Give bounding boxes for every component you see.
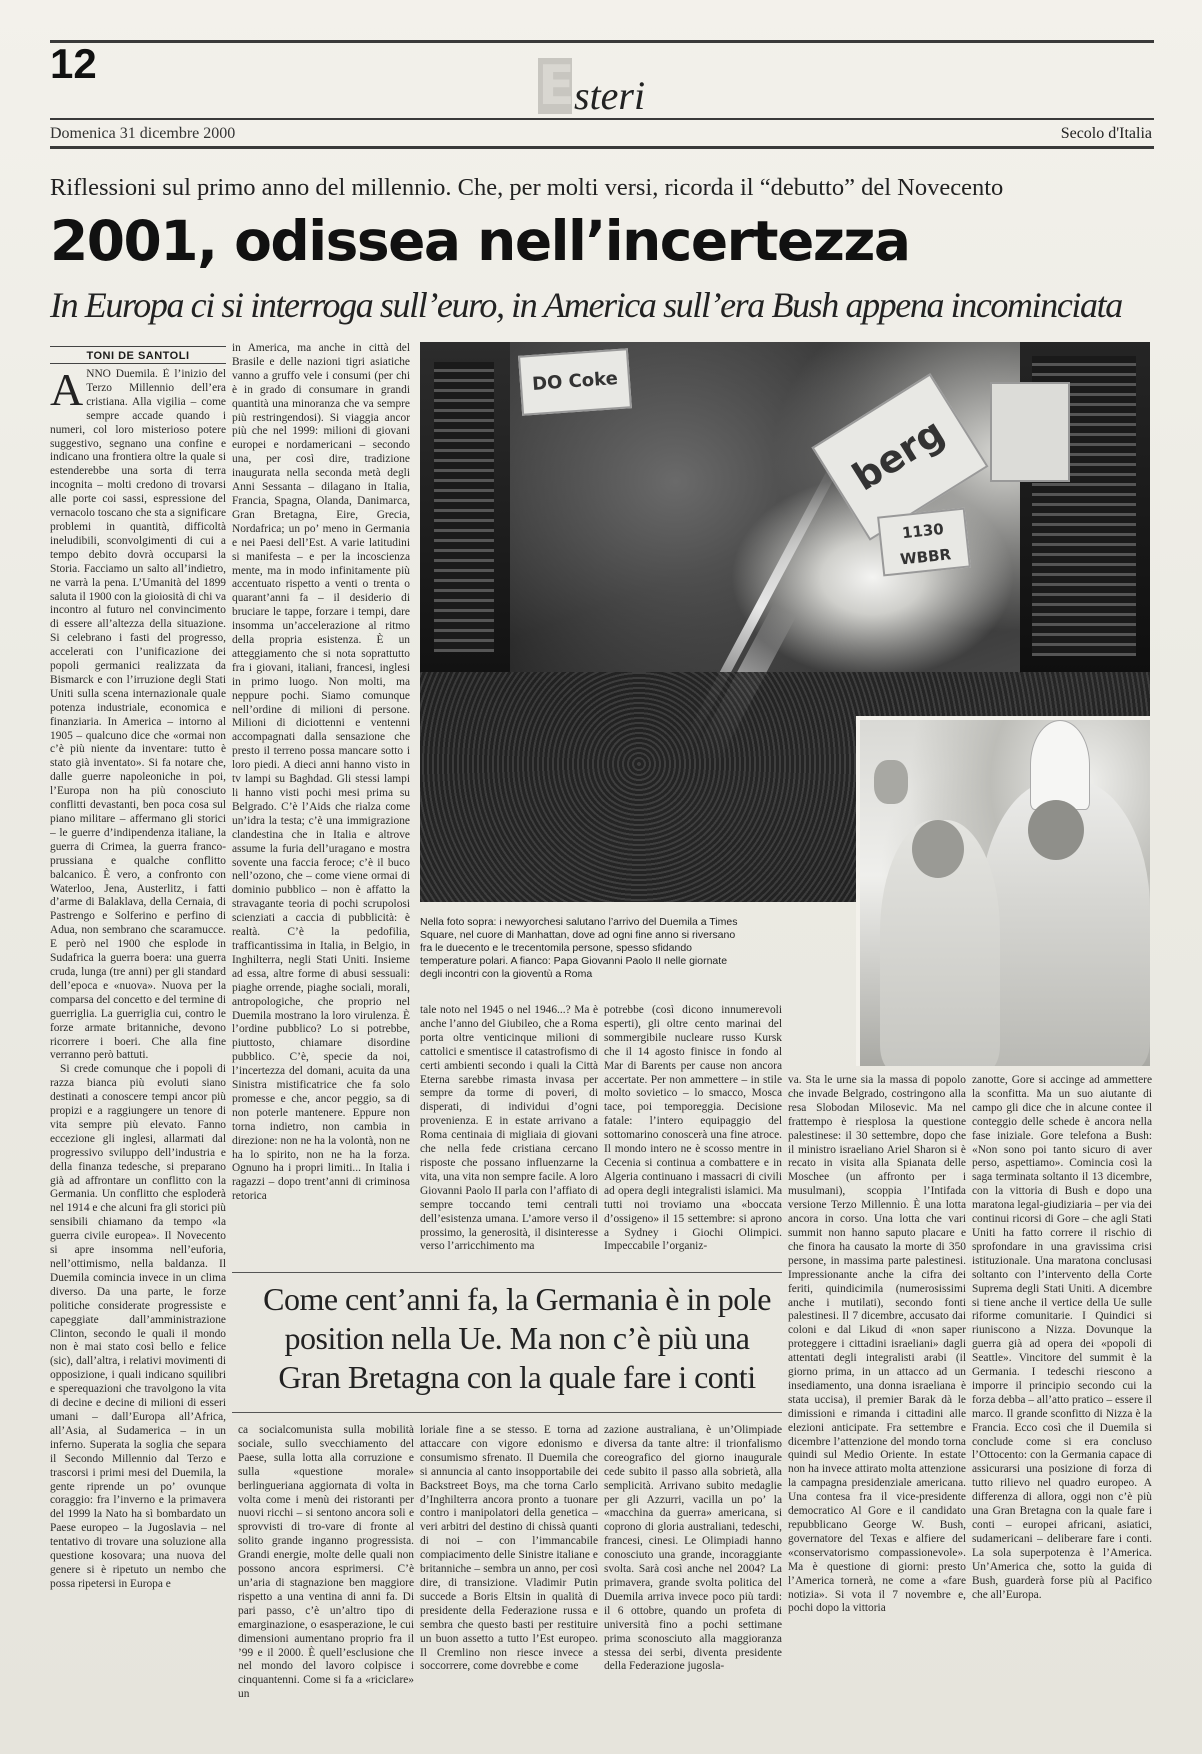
header-rule-bottom (50, 146, 1154, 149)
pull-quote-rule-bottom (232, 1412, 782, 1413)
column-4-text: potrebbe (così dicono innumerevoli esperti), gli oltre cento marinai del sommergibile nucleare russo Kursk che il 14 agosto finisce in fondo al Mar di Barents per cause non ancora accertate. Per non ammettere – in stile molto sovietico – lo smacco, Mosca tace, poi temporeggia. Decisione fatale: l’intero equipaggio del sottomarino conoscerà una fine atroce. Il mondo intero ne è scosso mentre in Cecenia si continua a combattere e in Algeria continuano i massacri di civili ad opera degli integralisti islamici. Ma tutti noi troviamo una «boccata d’ossigeno» il 15 settembre: si aprono a Sydney i Giochi Olimpici. Impeccabile l’organiz- (604, 1004, 782, 1253)
article-column-3 (420, 1004, 598, 1260)
column-4-bottom-text: zazione australiana, è un’Olimpiade diversa da tante altre: il trionfalismo coreografico del giorno inaugurale cede subito il passo alla sobrietà, alla semplicità. Arrivano subito medaglie per gli Azzurri, vacilla un po’ la «macchina da guerra» americana, si coprono di gloria australiani, tedeschi, francesi, cinesi. Le Olimpiadi hanno conosciuto una grande, incoraggiante svolta. Sarà così anche nel 2004? La primavera, grande svolta politica del Duemila arriva invece poco più tardi: il 6 ottobre, quando un profeta di università fino a pochi settimane prima sconosciuto alla maggioranza stessa dei serbi, diventa presidente della Federazione jugosla- (604, 1424, 782, 1673)
page-number: 12 (50, 40, 97, 87)
pope-photo (856, 716, 1150, 1066)
waving-hand (874, 760, 908, 804)
pull-quote-line-3: Gran Bretagna con la quale fare i conti (278, 1359, 756, 1395)
article-headline: 2001, odissea nell’incertezza (50, 209, 910, 273)
issue-date: Domenica 31 dicembre 2000 (50, 125, 236, 142)
article-column-4 (604, 1004, 782, 1260)
article-column-2-bottom (238, 1424, 414, 1748)
section-initial-block (538, 54, 575, 117)
article-byline: TONI DE SANTOLI (50, 346, 226, 364)
billboard-top: DO Coke (518, 348, 632, 416)
column-1-text-top: NNO Duemila. È l’inizio del Terzo Millennio dell’era cristiana. Alla vigilia – come sempre accade quando i numeri, col loro misterioso potere suggestivo, segnano una confine e indicano una frontiera oltre la quale si estenderebbe una sorta di terra incognita – molti credono di trovarsi alle porte coi sassi, espressione del vernacolo toscano che sta a significare problemi in quantità, difficoltà ineludibili, sconvolgimenti di cui a tempo debito dovrà occuparsi la Storia. Facciamo un salto all’indietro, ne varrà la pena. L’Umanità del 1899 saluta il 1900 con la gioiosità di chi va incontro al futuro nel convincimento di essere all’altezza della situazione. Si celebrano i fasti del progresso, accelerati con l’unificazione dei popoli germanici realizzata da Bismarck e con l’irruzione degli Stati Uniti sulla scena internazionale quale potenza industriale, economica e finanziaria. In America – intorno al 1905 – qualcuno dice che «ormai non c’è più niente da inventare: tutto è stato già inventato». Si fa notare che, dalle guerre napoleoniche in poi, l’Europa non ha più conosciuto conflitti devastanti, ben poca cosa sul piano militare – affermano gli storici – le guerre d’indipendenza italiane, la guerra di Crimea, la guerra franco-prussiana e qualche conflitto balcanico. È vero, a confronto con Waterloo, Jena, Austerlitz, i fatti d’arme di Balaklava, della Cernaia, di Pastrengo e Solferino e perfino di Adua, non sembrano che scaramucce. E però nel 1900 che esplode in Sudafrica la guerra boera: una guerra cruda, lunga (tre anni) per gli standard dell’epoca e «nuova». Nuova per la comparsa del concetto e del termine di guerriglia. La guerriglia cui, contro le forze armate britanniche, devono ricorrere i boeri. Che alla fine verranno però battuti. (50, 368, 226, 1062)
drop-cap: A (50, 368, 84, 415)
cardinal-face (912, 820, 964, 878)
column-2-text: in America, ma anche in città del Brasile e delle nazioni tigri asiatiche vanno a gruffo vele i consumi (per chi è in grado di consumare in grandi quantità una minoranza che va sempre più restringendosi). Si viaggia ancor più che nel 1999: milioni di giovani europei e nordamericani – secondo una, per così dire, tradizione inaugurata nella seconda metà degli Anni Sessanta – dilagano in Italia, Francia, Spagna, Olanda, Danimarca, Gran Bretagna, Eire, Grecia, Nordafrica; un po’ meno in Germania e nei Paesi dell’Est. A varie latitudini si manifesta – e per la incoscienza mente, ma in modo infinitamente più accentuato rispetto a venti o trenta o quarant’anni fa – il desiderio di bruciare le tappe, forzare i tempi, dare insomma un’accelerazione al ritmo della propria esistenza. È un atteggiamento che si nota soprattutto fra i giovani, italiani, francesi, inglesi in primo luogo. Non molti, ma neppure pochi. Siamo comunque nell’ordine di milioni di persone. Milioni di diciottenni e ventenni accompagnati dalla sensazione che presto il terreno possa mancare sotto i loro piedi. A dieci anni hanno visto in tv lampi su Baghdad. Gli stessi lampi li hanno visti pochi mesi prima su Belgrado. C’è l’Aids che rialza come un’idra la testa; c’è una immigrazione clandestina che in Italia e altrove assume la furia dell’uragano e mostra sovente una faccia feroce; c’è il buco nell’ozono, che – come viene ormai di dominio pubblico – non è affatto la stravagante teoria di pochi scrupolosi scienziati a caccia di pubblicità: è realtà. C’è la pedofilia, trafficantissima in Italia, in Belgio, in Inghilterra, negli Stati Uniti. Insieme ad essa, altre forme di abusi sessuali: piaghe orrende, piaghe sociali, morali, antropologiche, che proprio nel Duemila mostrano la loro virulenza. È l’ordine pubblico? Lo si potrebbe, piuttosto, chiamare disordine pubblico. C’è, specie da noi, l’incertezza del domani, acuita da una Sinistra mistificatrice che fa solo promesse e che, ancor peggio, sa di non poterle mantenere. Eppure non torna indietro, non cambia in direzione: non ne ha la volontà, non ne ha lo spirito, non ne ha la forza. Ognuno ha i propri limiti... In Italia i ragazzi – dopo trent’anni di criminosa retorica (232, 342, 410, 1203)
column-1-paragraph-top (50, 368, 226, 1063)
column-1-paragraph-bottom: Si crede comunque che i popoli di razza bianca più evoluti siano destinati a conoscere tempi ancor più propizi e a raggiungere un tenore di vita sempre più elevato. Fanno eccezione gli inglesi, allarmati dal progressivo sviluppo dell’industria e della finanza tedesche, si preparano già ad affrontare un conflitto con la Germania. Un conflitto che esploderà nel 1914 e che alcuni fra gli storici più sensibili chiamano da tempo «la guerra civile europea». Il Novecento si apre insomma nell’euforia, nell’ottimismo, nella baldanza. Il Duemila comincia invece in un clima diverso. Da una parte, le forze politiche considerate progressiste e capeggiate dall’amministrazione Clinton, secondo le quali il mondo non è mai stato così bello e felice (sic), dall’altra, i relativi movimenti di opposizione, i quali indicano squilibri e sperequazioni che travolgono la vita di decine e decine di milioni di esseri umani – dall’Europa all’Africa, all’Asia, al Sudamerica – in un inferno. Superata la soglia che separa il Secondo Millennio dal Terzo e trascorsi i primi mesi del Duemila, la gente riprende un po’ ovunque coraggio: fra l’inverno e la primavera del 1999 la Nato ha sì bombardato un Paese europeo – la Jugoslavia – nel tentativo di trovare una soluzione alla questione kosovara; una nuova del genere si è ripetuto un nembo che possa ripetersi in Europa e (50, 1063, 226, 1590)
pull-quote-rule-top (232, 1272, 782, 1273)
article-column-6 (972, 1074, 1152, 1748)
section-initial: E (538, 54, 575, 117)
masthead: Secolo d'Italia (1060, 125, 1152, 142)
pope-face (1028, 800, 1084, 860)
pull-quote-line-2: position nella Ue. Ma non c’è più una (284, 1320, 750, 1356)
article-column-5 (788, 1074, 966, 1748)
billboard-wbbr: 1130 WBBR (877, 508, 971, 577)
article-kicker: Riflessioni sul primo anno del millennio. Che, per molti versi, ricorda il “debutto” del Novecento (50, 174, 1004, 201)
pull-quote (232, 1280, 802, 1404)
header-rule-mid (50, 118, 1154, 120)
article-column-1 (50, 368, 226, 1748)
column-3-bottom-text: loriale fine a se stesso. E torna ad attaccare con vigore edonismo e consumismo sfrenato. Il Duemila che si annuncia al canto insopportabile dei Backstreet Boys, ma che torna Carlo d’Inghilterra ancora pronto a tuonare contro i manipolatori della genetica – veri arbitri del destino di chissà quanti di noi – con l’immancabile compiacimento delle Sinistre italiane e britanniche – sembra un anno, per così dire, di transizione. Vladimir Putin succede a Boris Eltsin in qualità di presidente della Federazione russa e sembra che questo basti per restituire un buon assetto a tutto l’Est europeo. Il Cremlino non riesce invece a soccorrere, come dovrebbe e come (420, 1424, 598, 1673)
mitre (1030, 720, 1090, 810)
article-column-4-bottom (604, 1424, 782, 1748)
pull-quote-line-1: Come cent’anni fa, la Germania è in pole (263, 1281, 771, 1317)
article-column-3-bottom (420, 1424, 598, 1748)
billboard-right (990, 382, 1070, 482)
billboard-bloomberg: berg (811, 373, 988, 540)
section-name: steri (574, 73, 646, 118)
article-subhead: In Europa ci si interroga sull’euro, in America sull’era Bush appena incominciata (50, 285, 1122, 325)
column-2-bottom-text: ca socialcomunista sulla mobilità sociale, sullo svecchiamento del Paese, sulla lotta alla corruzione e sulla «questione morale» berlingueriana aggiornata di volta in volta come i menù dei ristoranti per nuovi ricchi – si sentono ancora soli e sprovvisti di tro-vare di fronte al solito grande inganno progressista. Grandi energie, molte delle quali non possono ancora esprimersi. C’è un’aria di stagnazione ben maggiore rispetto a una ventina di anni fa. Di pari passo, c’è un’altro tipo di emarginazione, o esasperazione, le cui dimensioni aumentano proprio fra il ’99 e il 2000. È quell’esclusione che nel mondo del lavoro colpisce i cinquantenni. Come si fa a «riciclare» un (238, 1424, 414, 1701)
column-3-text: tale noto nel 1945 o nel 1946...? Ma è anche l’anno del Giubileo, che a Roma porta oltre venticinque milioni di cattolici e smentisce il catastrofismo di certi ambienti secondo i quali la Città Eterna sarebbe rimasta invasa per sempre da torme di poveri, di disperati, di individui d’ogni provenienza. E in estate arrivano a Roma centinaia di migliaia di giovani che nella fede cristiana cercano risposte che possano influenzarne la vita, una vita non sempre facile. A loro Giovanni Paolo II parla con l’affiato di sempre toccando temi centrali dell’esistenza umana. L’amore verso il prossimo, la generosità, il disinteresse verso l’arricchimento ma (420, 1004, 598, 1253)
article-column-2 (232, 342, 410, 1262)
photo-caption: Nella foto sopra: i newyorchesi salutano l’arrivo del Duemila a Times Square, nel cuore di Manhattan, dove ad ogni fine anno si riversano fra le duecento e le trecentomila persone, spesso sfidando temperature polari. A fianco: Papa Giovanni Paolo II nelle giornate degli incontri con la gioventù a Roma (420, 916, 738, 980)
left-building-windows (434, 362, 494, 652)
header-rule-top (50, 40, 1154, 43)
column-5-text: va. Sta le urne sia la massa di popolo che invade Belgrado, costringono alla resa Slobodan Milosevic. Ma nel frattempo è riesplosa la questione palestinese: il 30 settembre, dopo che il ministro israeliano Ariel Sharon si è recato in visita alla Spianata delle Moschee (un affronto per i musulmani), scoppia l’Intifada versione Terzo Millennio. È una lotta ancora in corso. Una lotta che vari summit non hanno saputo placare e che finora ha causato la morte di 350 persone, in massima parte palestinesi. Impressionante anche la cifra dei feriti, quindicimila (numerosissimi anche i mutilati), secondo fonti palestinesi. Il 7 dicembre, accusato dai coloni e dal Likud di «non saper proteggere i cittadini israeliani» dagli attentati degli integralisti arabi (il giorno prima, in un attacco ad un insediamento, una donna israeliana è stata uccisa), il premier Barak dà le dimissioni e rimanda i cittadini alle elezioni anticipate. Fra settembre e dicembre l’attenzione del mondo torna quindi sul Medio Oriente. In estate non ha invece attirato molta attenzione la campagna presidenziale americana. Una contesa fra il vice-presidente democratico Al Gore e il candidato repubblicano George W. Bush, governatore del Texas e alfiere del «conservatorismo compassionevole». Ma è questione di giorni: presto l’America tornerà, ne come a «fare notizia». Si vota il 7 novembre e, pochi dopo la vittoria (788, 1074, 966, 1615)
column-6-text: zanotte, Gore si accinge ad ammettere la sconfitta. Ma un suo aiutante di campo gli dice che in alcune contee il conteggio delle schede è ancora nella fase iniziale. Gore telefona a Bush: «Non sono poi tanto sicuro di aver perso, aspettiamo». Comincia così la saga terminata soltanto il 13 dicembre, con la vittoria di Bush e dopo una maratona legal-giudiziaria – per via dei continui ricorsi di Gore – che agli Stati Uniti ha fatto correre il rischio di sprofondare in una gravissima crisi istituzionale. Una maratona conclusasi soltanto con l’intervento della Corte Suprema degli Stati Uniti. A dicembre si tiene anche il vertice della Ue sulle riforme comunitarie. I Quindici si riuniscono a Nizza. Dovunque la guerra già ad opera dei «popoli di Seattle». Vincitore del summit è la Germania. I tedeschi riescono a imporre il principio secondo cui la forza debba – all’atto pratico – essere il marco. Il grande sconfitto di Nizza è la Francia. Ecco così che il Duemila si conclude come si era concluso l’Ottocento: con la Germania capace di assicurarsi una posizione di forza di tutto rilievo nel quadro europeo. A differenza di allora, oggi non c’è più una Gran Bretagna con la quale fare i conti – europei africani, asiatici, sudamericani – deliberare fare i conti. La sola superpotenza è l’America. Un’America che, sotto la guida di Bush, guarderà forse più al Pacifico che all’Europa. (972, 1074, 1152, 1601)
